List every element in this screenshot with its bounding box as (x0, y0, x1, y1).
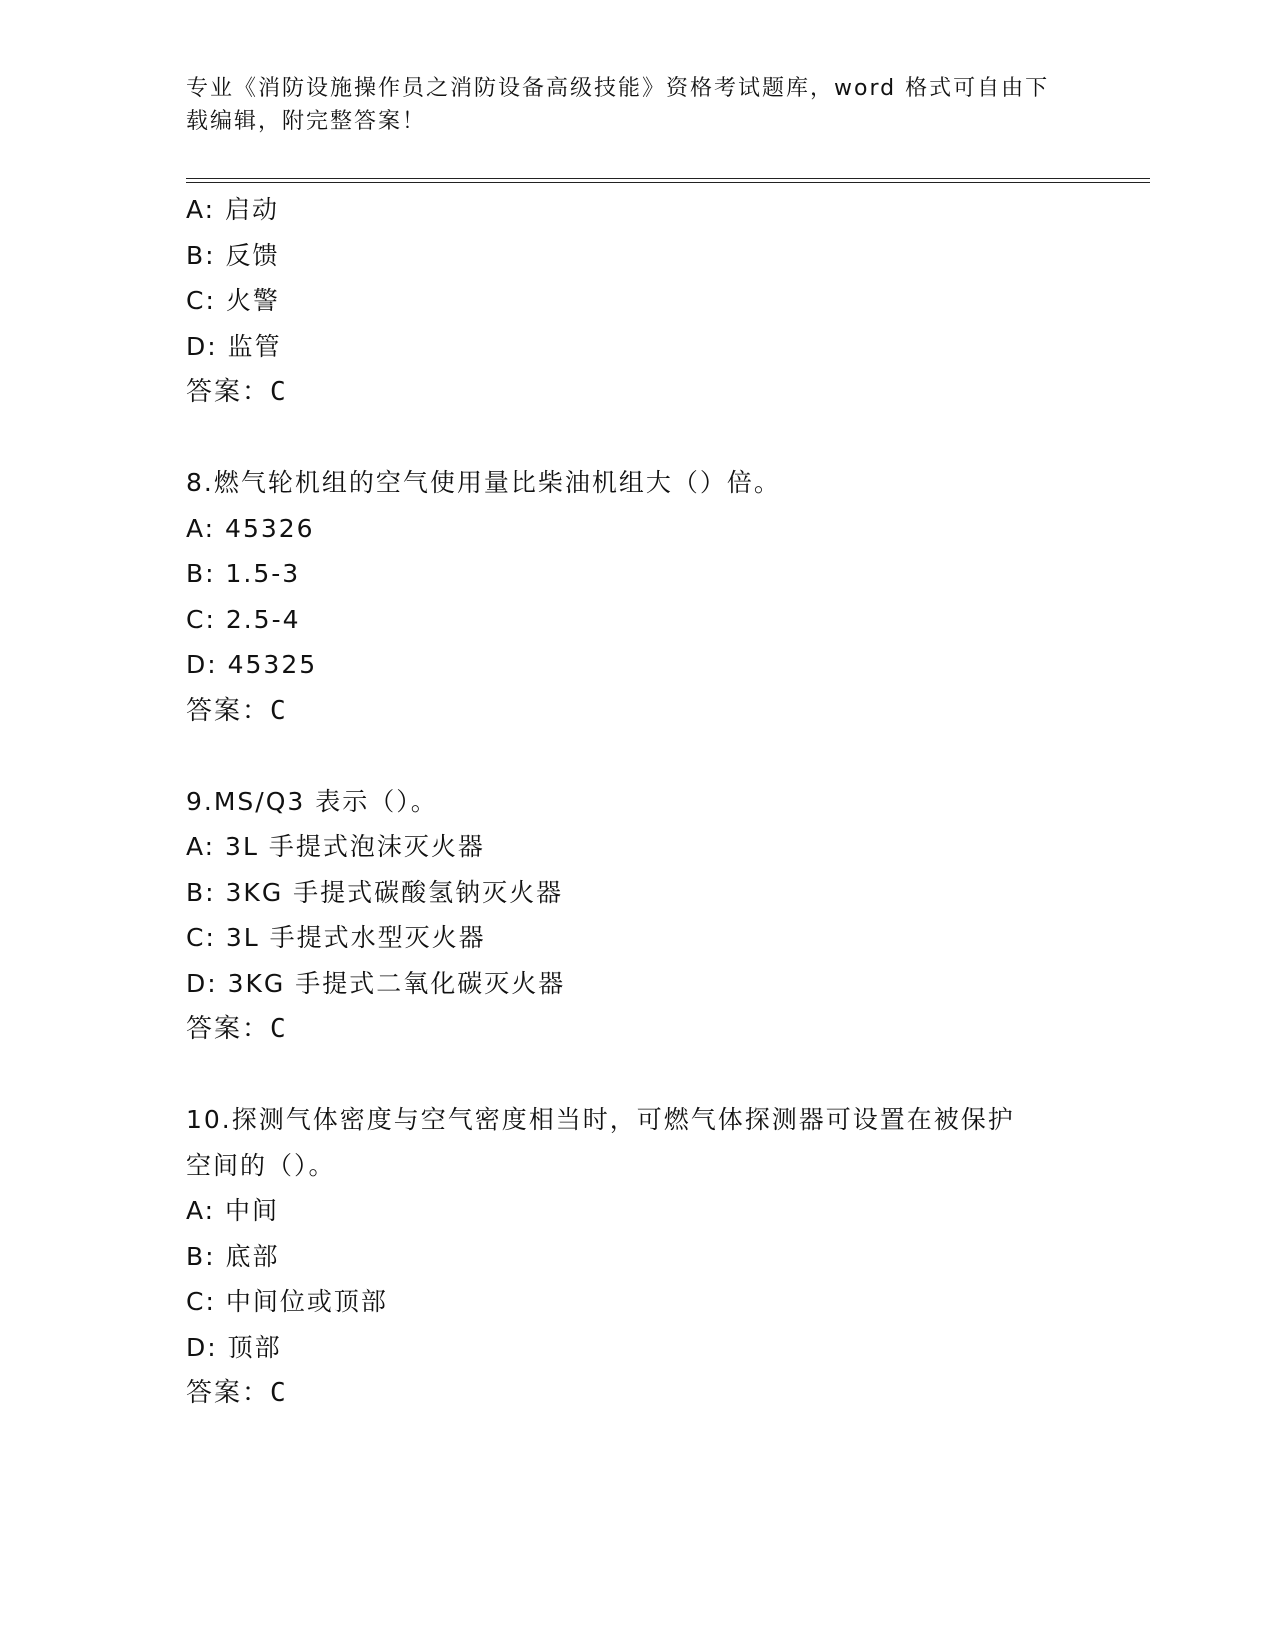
question-block (186, 1097, 1086, 1416)
question-block (186, 460, 1086, 734)
header-line-1: 专业《消防设施操作员之消防设备高级技能》资格考试题库，word 格式可自由下 (186, 76, 1050, 101)
option-a: A: 中间 (186, 1196, 280, 1225)
option-d: D: 3KG 手提式二氧化碳灭火器 (186, 968, 566, 998)
option-b: B: 3KG 手提式碳酸氢钠灭火器 (186, 877, 564, 907)
answer-value: C (270, 695, 288, 726)
option-a: A: 45326 (186, 513, 315, 543)
question-text: 10.探测气体密度与空气密度相当时，可燃气体探测器可设置在被保护 (186, 1105, 1015, 1134)
question-list (186, 187, 1086, 1416)
header-line-2: 载编辑，附完整答案！ (186, 109, 427, 134)
header-divider-bottom (186, 182, 1150, 183)
option-b: B: 底部 (186, 1241, 280, 1271)
block-spacer (186, 415, 1086, 460)
option-b: B: 反馈 (186, 240, 280, 270)
option-c: C: 中间位或顶部 (186, 1287, 388, 1316)
question-block (186, 779, 1086, 1053)
option-c: C: 3L 手提式水型灭火器 (186, 923, 486, 952)
option-c: C: 2.5-4 (186, 604, 301, 634)
answer-label: 答案： (186, 1014, 271, 1044)
question-text: 8.燃气轮机组的空气使用量比柴油机组大（）倍。 (186, 468, 781, 497)
answer-label: 答案： (186, 1378, 271, 1408)
option-d: D: 监管 (186, 331, 282, 361)
answer-label: 答案： (186, 695, 271, 726)
block-spacer (186, 734, 1086, 779)
answer-line (186, 1006, 1086, 1052)
answer-line (186, 369, 1086, 415)
question-text-continued: 空间的（）。 (186, 1150, 336, 1180)
answer-value: C (270, 377, 288, 407)
option-a: A: 启动 (186, 195, 280, 224)
option-d: D: 顶部 (186, 1332, 282, 1362)
document-header (186, 72, 1066, 138)
question-block (186, 187, 1086, 415)
option-d: D: 45325 (186, 650, 318, 679)
answer-value: C (270, 1378, 288, 1408)
answer-line (186, 1370, 1086, 1416)
option-a: A: 3L 手提式泡沫灭火器 (186, 832, 485, 861)
option-b: B: 1.5-3 (186, 559, 301, 588)
option-c: C: 火警 (186, 286, 280, 315)
header-divider-top (186, 178, 1150, 179)
block-spacer (186, 1052, 1086, 1097)
question-text: 9.MS/Q3 表示（）。 (186, 786, 438, 816)
answer-label: 答案： (186, 377, 271, 407)
answer-line (186, 688, 1086, 734)
answer-value: C (270, 1014, 288, 1044)
